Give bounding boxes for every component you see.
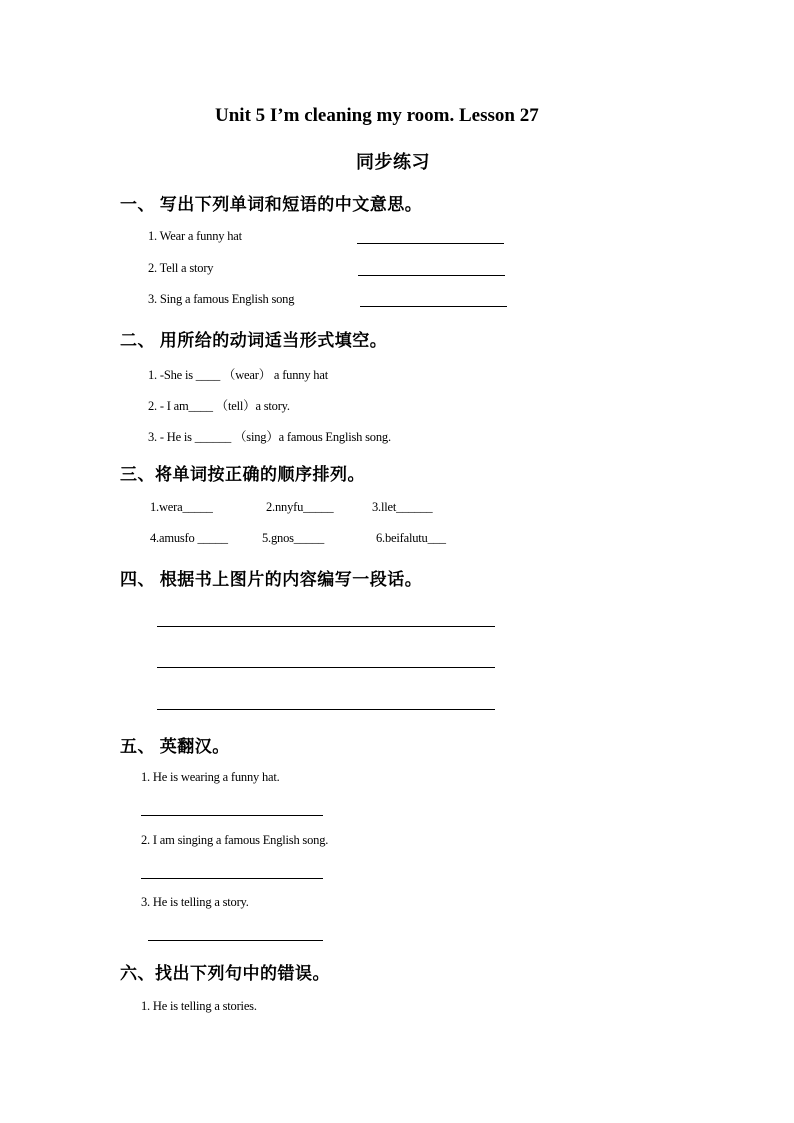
- answer-line: [357, 243, 504, 244]
- section-2-item-3: 3. - He is ______ （sing）a famous English song.: [148, 430, 391, 444]
- section-5-item-3: 3. He is telling a story.: [141, 895, 249, 909]
- page-subtitle: 同步练习: [356, 152, 430, 172]
- section-1-item-2: 2. Tell a story: [148, 261, 214, 275]
- section-4-heading: 四、 根据书上图片的内容编写一段话。: [120, 570, 423, 589]
- section-2-item-1: 1. -She is ____ （wear） a funny hat: [148, 368, 328, 382]
- answer-line: [141, 815, 323, 816]
- writing-line: [157, 709, 495, 710]
- section-3-item-5: 5.gnos_____: [262, 531, 325, 545]
- section-3-item-1: 1.wera_____: [150, 500, 213, 514]
- answer-line: [360, 306, 507, 307]
- answer-line: [148, 940, 323, 941]
- answer-line: [141, 878, 323, 879]
- writing-line: [157, 667, 495, 668]
- section-3-item-3: 3.llet______: [372, 500, 433, 514]
- section-5-item-2: 2. I am singing a famous English song.: [141, 833, 329, 847]
- section-3-item-6: 6.beifalutu___: [376, 531, 446, 545]
- writing-line: [157, 626, 495, 627]
- section-1-item-1: 1. Wear a funny hat: [148, 229, 242, 243]
- section-1-heading: 一、 写出下列单词和短语的中文意思。: [120, 195, 423, 214]
- section-2-heading: 二、 用所给的动词适当形式填空。: [120, 331, 388, 350]
- section-6-item-1: 1. He is telling a stories.: [141, 999, 257, 1013]
- section-6-heading: 六、找出下列句中的错误。: [120, 964, 330, 983]
- page-title: Unit 5 I’m cleaning my room. Lesson 27: [215, 105, 539, 126]
- section-5-item-1: 1. He is wearing a funny hat.: [141, 770, 280, 784]
- section-3-item-2: 2.nnyfu_____: [266, 500, 334, 514]
- section-2-item-2: 2. - I am____ （tell）a story.: [148, 399, 290, 413]
- answer-line: [358, 275, 505, 276]
- section-5-heading: 五、 英翻汉。: [120, 737, 230, 756]
- section-3-heading: 三、将单词按正确的顺序排列。: [120, 465, 365, 484]
- section-3-item-4: 4.amusfo _____: [150, 531, 228, 545]
- section-1-item-3: 3. Sing a famous English song: [148, 292, 295, 306]
